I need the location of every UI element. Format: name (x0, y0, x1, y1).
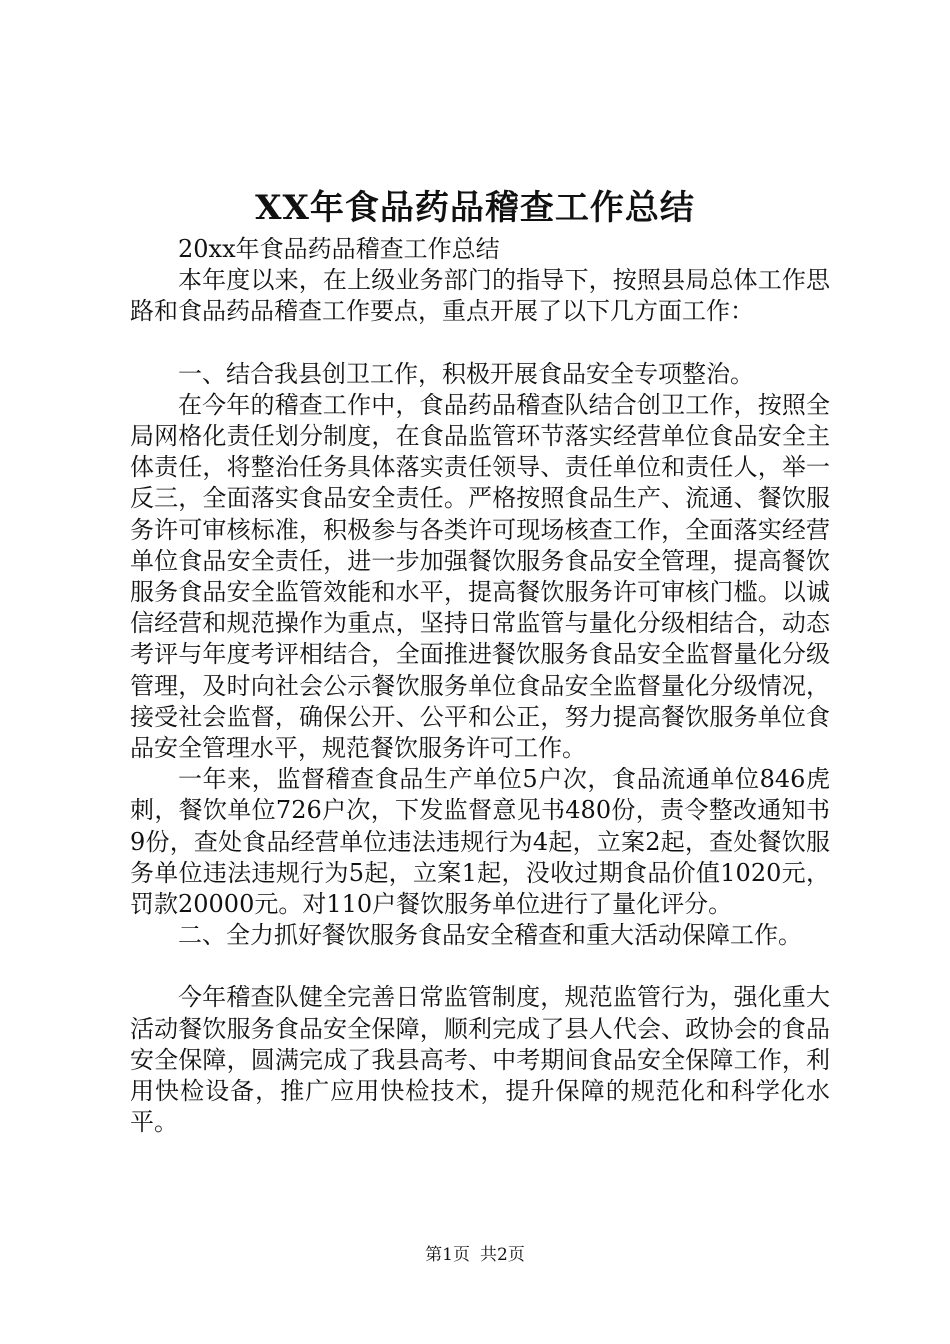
page-footer (0, 1244, 950, 1266)
paragraph-section-2-body: 今年稽查队健全完善日常监管制度，规范监管行为，强化重大活动餐饮服务食品安全保障，顺利完成了县人代会、政协会的食品安全保障，圆满完成了我县高考、中考期间食品安全保障工作，利用快检设备，推广应用快检技术，提升保障的规范化和科学化水平。 (130, 983, 830, 1137)
paragraph-section-1-body: 在今年的稽查工作中，食品药品稽查队结合创卫工作，按照全局网格化责任划分制度，在食品监管环节落实经营单位食品安全主体责任，将整治任务具体落实责任领导、责任单位和责任人，举一反三，全面落实食品安全责任。严格按照食品生产、流通、餐饮服务许可审核标准，积极参与各类许可现场核查工作，全面落实经营单位食品安全责任，进一步加强餐饮服务食品安全管理，提高餐饮服务食品安全监管效能和水平，提高餐饮服务许可审核门槛。以诚信经营和规范操作为重点，坚持日常监管与量化分级相结合，动态考评与年度考评相结合，全面推进餐饮服务食品安全监督量化分级管理，及时向社会公示餐饮服务单位食品安全监督量化分级情况，接受社会监督，确保公开、公平和公正，努力提高餐饮服务单位食品安全管理水平，规范餐饮服务许可工作。 (130, 390, 830, 763)
page-number-current: 第1页 (425, 1245, 470, 1265)
document-body (130, 234, 830, 1138)
paragraph-subtitle: 20xx年食品药品稽查工作总结 (178, 235, 500, 263)
page-number-total: 共2页 (480, 1245, 525, 1265)
document-title: XX年食品药品稽查工作总结 (255, 188, 695, 228)
paragraph-section-1-stats: 一年来，监督稽查食品生产单位5户次，食品流通单位846虎刺，餐饮单位726户次，下发监督意见书480份，责令整改通知书9份，查处食品经营单位违法违规行为4起，立案2起，查处餐饮服务单位违法违规行为5起，立案1起，没收过期食品价值1020元，罚款20000元。对110户餐饮服务单位进行了量化评分。 (130, 765, 830, 919)
section-heading-1: 一、结合我县创卫工作，积极开展食品安全专项整治。 (178, 359, 754, 388)
paragraph-intro: 本年度以来，在上级业务部门的指导下，按照县局总体工作思路和食品药品稽查工作要点，重点开展了以下几方面工作： (130, 266, 830, 326)
section-heading-2: 二、全力抓好餐饮服务食品安全稽查和重大活动保障工作。 (178, 921, 802, 950)
